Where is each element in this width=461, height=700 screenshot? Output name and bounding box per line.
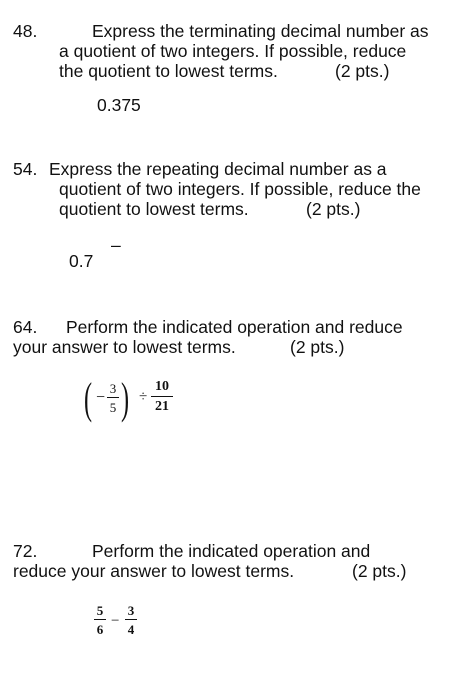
fraction-bar [125,619,137,620]
problem-text: your answer to lowest terms. [13,337,236,357]
problem-number: 64. [13,317,38,337]
fraction-bar [107,397,119,398]
fraction [125,604,137,636]
repeat-bar: – [111,235,121,255]
numerator: 10 [155,379,169,394]
denominator: 5 [109,400,117,415]
right-paren: ) [121,374,130,423]
denominator: 4 [127,622,135,637]
problem-text: quotient of two integers. If possible, reduce the [59,179,421,199]
minus-sign: − [96,389,106,406]
problem-number: 48. [13,21,38,41]
decimal-value: 0.7 [69,251,94,271]
left-paren: ( [84,374,93,423]
points-label: (2 pts.) [352,561,407,581]
fraction [151,380,173,414]
fraction-bar [94,619,106,620]
problem-text: the quotient to lowest terms. [59,61,278,81]
fraction [94,604,106,636]
problem-text: Perform the indicated operation and [92,541,371,561]
points-label: (2 pts.) [290,337,345,357]
problem-number: 72. [13,541,38,561]
numerator: 5 [96,603,104,618]
numerator: 3 [127,603,135,618]
divide-operator: ÷ [139,389,148,405]
denominator: 21 [155,399,169,414]
numerator: 3 [109,381,117,396]
minus-operator: − [111,613,120,629]
problem-text: a quotient of two integers. If possible, reduce [59,41,407,61]
problem-text: Express the terminating decimal number as [92,21,429,41]
denominator: 6 [96,622,104,637]
problem-number: 54. [13,159,38,179]
problem-text: reduce your answer to lowest terms. [13,561,295,581]
points-label: (2 pts.) [335,61,390,81]
decimal-value: 0.375 [97,95,141,115]
fraction [107,382,119,414]
problem-text: Perform the indicated operation and reduce [66,317,403,337]
points-label: (2 pts.) [306,199,361,219]
fraction-bar [151,396,173,397]
problem-text: quotient to lowest terms. [59,199,249,219]
problem-text: Express the repeating decimal number as a [49,159,387,179]
